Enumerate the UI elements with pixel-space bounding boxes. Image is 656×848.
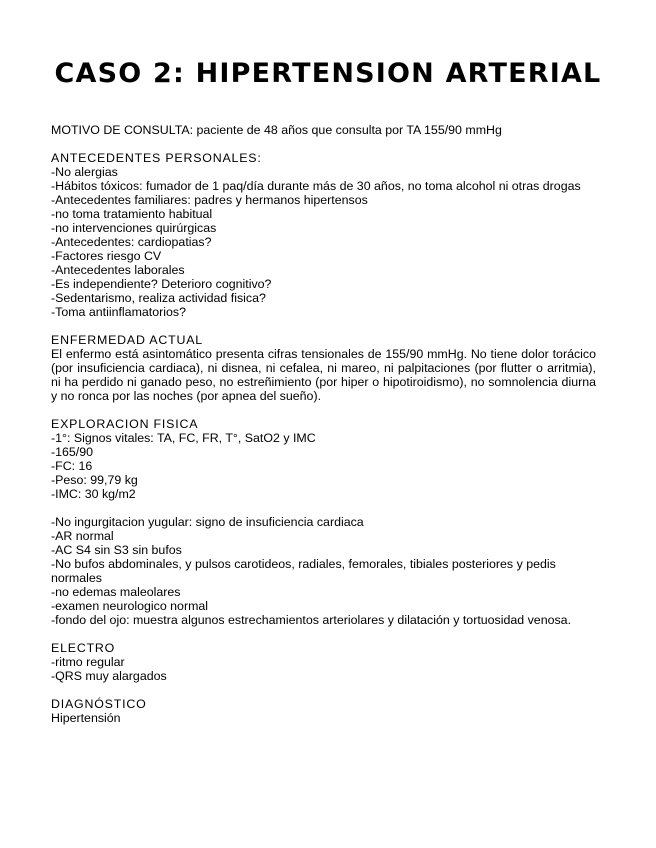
list-item: -Sedentarismo, realiza actividad fisica?: [51, 291, 266, 305]
motivo-consulta-text: MOTIVO DE CONSULTA: paciente de 48 años que consulta por TA 155/90 mmHg: [51, 123, 502, 137]
list-item: -no intervenciones quirúrgicas: [51, 221, 217, 235]
list-item: -No bufos abdominales, y pulsos carotideos, radiales, femorales, tibiales posteriores y pedis normales: [51, 557, 556, 585]
list-item: -no edemas maleolares: [51, 585, 181, 599]
section-diagnostico: [51, 697, 596, 725]
list-item: -Antecedentes laborales: [51, 263, 185, 277]
electro-heading: ELECTRO: [51, 641, 116, 655]
list-item: -Factores riesgo CV: [51, 249, 162, 263]
list-item: -Peso: 99,79 kg: [51, 473, 138, 487]
list-item: -no toma tratamiento habitual: [51, 207, 213, 221]
list-item: -Toma antiinflamatorios?: [51, 305, 186, 319]
list-item: -1°: Signos vitales: TA, FC, FR, T°, SatO2 y IMC: [51, 431, 316, 445]
list-item: -No ingurgitacion yugular: signo de insuficiencia cardiaca: [51, 515, 364, 529]
enfermedad-heading: ENFERMEDAD ACTUAL: [51, 333, 203, 347]
list-item: -AR normal: [51, 529, 114, 543]
list-item: -ritmo regular: [51, 655, 125, 669]
diagnostico-text: Hipertensión: [51, 711, 121, 725]
antecedentes-heading: ANTECEDENTES PERSONALES:: [51, 151, 262, 165]
section-motivo: [51, 123, 596, 137]
list-item: -examen neurologico normal: [51, 599, 209, 613]
section-electro: [51, 641, 596, 683]
document-body: [51, 123, 596, 739]
list-item: -Antecedentes familiares: padres y hermanos hipertensos: [51, 193, 368, 207]
diagnostico-heading: DIAGNÓSTICO: [51, 697, 147, 711]
list-item: -IMC: 30 kg/m2: [51, 487, 136, 501]
section-exploracion-hallazgos: [51, 515, 596, 627]
page-title: CASO 2: HIPERTENSION ARTERIAL: [54, 58, 602, 89]
enfermedad-text: El enfermo está asintomático presenta cifras tensionales de 155/90 mmHg. No tiene dolor torácico (por insuficiencia cardiaca), ni disnea, ni cefalea, ni mareo, ni palpitaciones (por flutter o arritmia), ni ha perdido ni ganado peso, no estreñimiento (por hiper o hipotiroidismo), no somnolencia diurna y no ronca por las noches (por apnea del sueño).: [51, 347, 596, 403]
list-item: -Es independiente? Deterioro cognitivo?: [51, 277, 272, 291]
list-item: -fondo del ojo: muestra algunos estrechamientos arteriolares y dilatación y tortuosidad venosa.: [51, 613, 572, 627]
list-item: -FC: 16: [51, 459, 93, 473]
list-item: -165/90: [51, 445, 94, 459]
section-enfermedad-actual: [51, 333, 596, 403]
exploracion-heading: EXPLORACION FISICA: [51, 417, 199, 431]
list-item: -AC S4 sin S3 sin bufos: [51, 543, 182, 557]
list-item: -Hábitos tóxicos: fumador de 1 paq/día durante más de 30 años, no toma alcohol ni otras drogas: [51, 179, 581, 193]
list-item: -QRS muy alargados: [51, 669, 167, 683]
section-exploracion-fisica: [51, 417, 596, 501]
section-antecedentes: [51, 151, 596, 319]
list-item: -Antecedentes: cardiopatias?: [51, 235, 212, 249]
list-item: -No alergias: [51, 165, 118, 179]
